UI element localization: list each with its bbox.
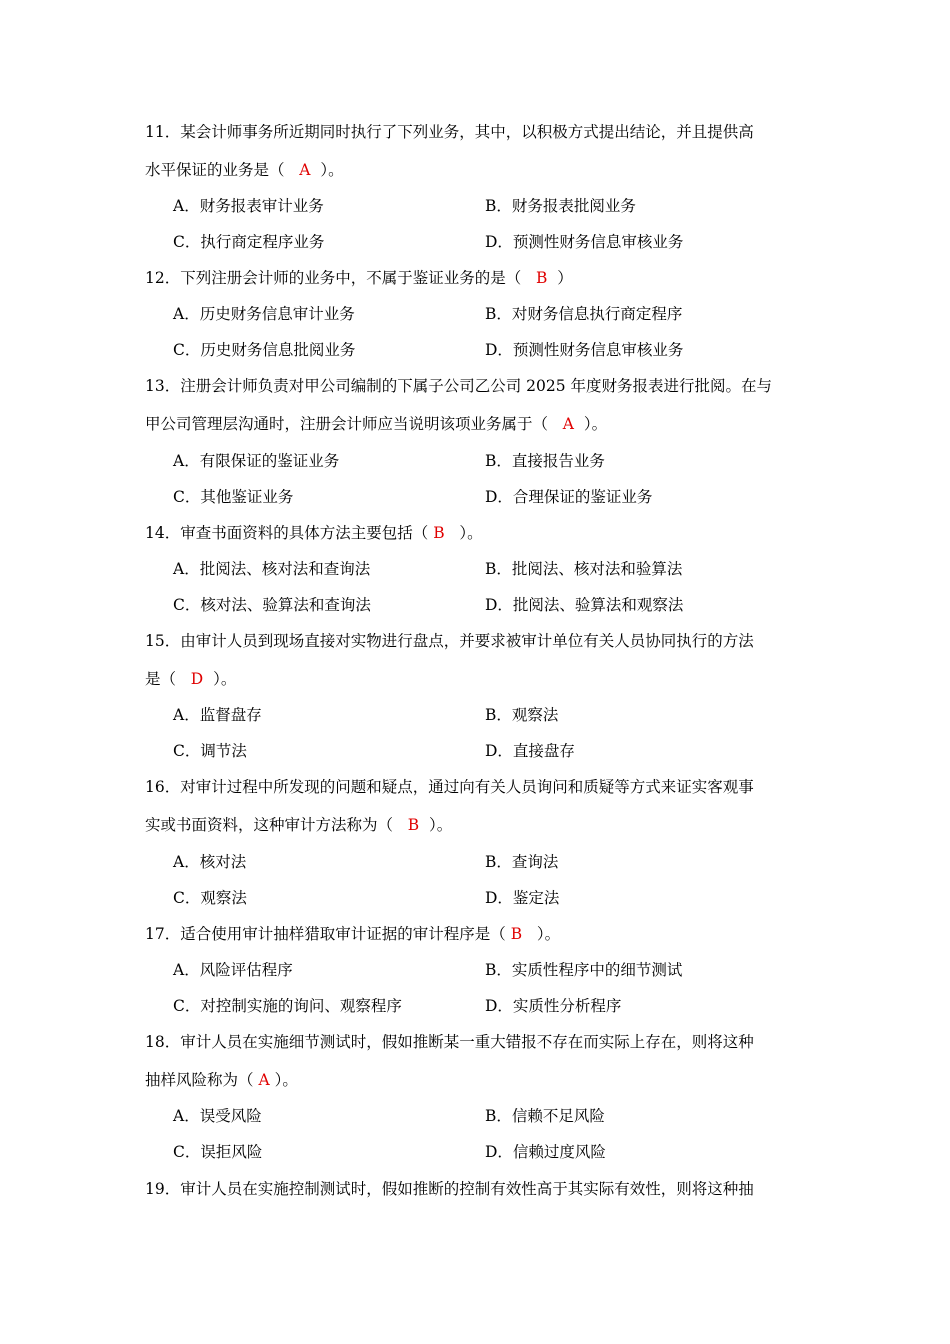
question-11 [145, 121, 807, 143]
question-number: 17． [145, 925, 181, 943]
answer-mark: B [407, 816, 420, 834]
question-12 [145, 267, 573, 289]
option-b: B．批阅法、核对法和验算法 [485, 560, 683, 578]
option-c: C．误拒风险 [173, 1143, 263, 1161]
option-d: D．直接盘存 [485, 742, 575, 760]
answer-mark: A [299, 161, 311, 179]
question-text: 对审计过程中所发现的问题和疑点，通过向有关人员询问和质疑等方式来证实客观事 [180, 778, 754, 796]
question-14 [145, 522, 483, 544]
question-number: 18． [145, 1033, 181, 1051]
question-tail: ） [557, 269, 573, 287]
option-c: C．执行商定程序业务 [173, 233, 325, 251]
question-13-line-2 [145, 413, 607, 435]
option-d: D．预测性财务信息审核业务 [485, 341, 684, 359]
answer-mark: B [433, 524, 445, 542]
question-tail: ）。 [459, 524, 483, 542]
question-tail: ）。 [320, 161, 344, 179]
question-text: 水平保证的业务是（ [145, 161, 285, 179]
option-c: C．对控制实施的询问、观察程序 [173, 997, 402, 1015]
question-number: 13． [145, 377, 181, 395]
question-text: 抽样风险称为（ [145, 1071, 254, 1089]
question-16 [145, 776, 807, 798]
question-text: 注册会计师负责对甲公司编制的下属子公司乙公司 2025 年度财务报表进行批阅。在与 [180, 377, 773, 395]
question-text: 实或书面资料，这种审计方法称为（ [145, 816, 394, 834]
question-number: 15． [145, 632, 181, 650]
question-18-line-2 [145, 1069, 298, 1091]
option-b: B．对财务信息执行商定程序 [485, 305, 683, 323]
question-number: 19． [145, 1180, 181, 1198]
option-d: D．批阅法、验算法和观察法 [485, 596, 684, 614]
option-c: C．调节法 [173, 742, 247, 760]
question-text: 审查书面资料的具体方法主要包括（ [180, 524, 429, 542]
option-c: C．观察法 [173, 889, 247, 907]
option-d: D．鉴定法 [485, 889, 560, 907]
option-a: A．误受风险 [173, 1107, 262, 1125]
option-b: B．财务报表批阅业务 [485, 197, 636, 215]
question-tail: ）。 [429, 816, 453, 834]
option-a: A．历史财务信息审计业务 [173, 305, 355, 323]
option-d: D．实质性分析程序 [485, 997, 622, 1015]
option-a: A．核对法 [173, 853, 247, 871]
question-18 [145, 1031, 807, 1053]
question-17 [145, 923, 560, 945]
option-a: A．批阅法、核对法和查询法 [173, 560, 371, 578]
question-tail: ）。 [536, 925, 561, 943]
question-text: 审计人员在实施细节测试时，假如推断某一重大错报不存在而实际上存在，则将这种 [180, 1033, 754, 1051]
question-15-line-2 [145, 668, 236, 690]
option-b: B．直接报告业务 [485, 452, 605, 470]
option-c: C．核对法、验算法和查询法 [173, 596, 371, 614]
option-d: D．信赖过度风险 [485, 1143, 606, 1161]
answer-mark: A [562, 415, 574, 433]
option-d: D．合理保证的鉴证业务 [485, 488, 653, 506]
question-number: 11． [145, 123, 181, 141]
answer-mark: A [258, 1071, 270, 1089]
option-c: C．历史财务信息批阅业务 [173, 341, 356, 359]
option-d: D．预测性财务信息审核业务 [485, 233, 684, 251]
answer-mark: D [190, 670, 204, 688]
question-16-line-2 [145, 814, 452, 836]
question-19 [145, 1178, 807, 1200]
question-tail: ）。 [213, 670, 237, 688]
option-b: B．实质性程序中的细节测试 [485, 961, 683, 979]
option-a: A．有限保证的鉴证业务 [173, 452, 340, 470]
answer-mark: B [536, 269, 548, 287]
question-11-line-2 [145, 159, 344, 181]
question-text: 适合使用审计抽样猎取审计证据的审计程序是（ [180, 925, 506, 943]
question-tail: ）。 [583, 415, 608, 433]
question-number: 14． [145, 524, 181, 542]
option-b: B．观察法 [485, 706, 559, 724]
question-text: 下列注册会计师的业务中，不属于鉴证业务的是（ [180, 269, 522, 287]
option-a: A．监督盘存 [173, 706, 262, 724]
question-text: 审计人员在实施控制测试时，假如推断的控制有效性高于其实际有效性，则将这种抽 [180, 1180, 754, 1198]
option-b: B．信赖不足风险 [485, 1107, 605, 1125]
question-15 [145, 630, 807, 652]
question-text: 是（ [145, 670, 177, 688]
option-a: A．财务报表审计业务 [173, 197, 324, 215]
question-text: 由审计人员到现场直接对实物进行盘点，并要求被审计单位有关人员协同执行的方法 [180, 632, 754, 650]
question-text: 某会计师事务所近期同时执行了下列业务，其中，以积极方式提出结论，并且提供高 [180, 123, 754, 141]
question-text: 甲公司管理层沟通时，注册会计师应当说明该项业务属于（ [145, 415, 549, 433]
answer-mark: B [510, 925, 523, 943]
option-c: C．其他鉴证业务 [173, 488, 294, 506]
question-tail: ）。 [274, 1071, 298, 1089]
option-b: B．查询法 [485, 853, 559, 871]
option-a: A．风险评估程序 [173, 961, 293, 979]
question-number: 12． [145, 269, 181, 287]
question-13 [145, 375, 807, 397]
question-number: 16． [145, 778, 181, 796]
